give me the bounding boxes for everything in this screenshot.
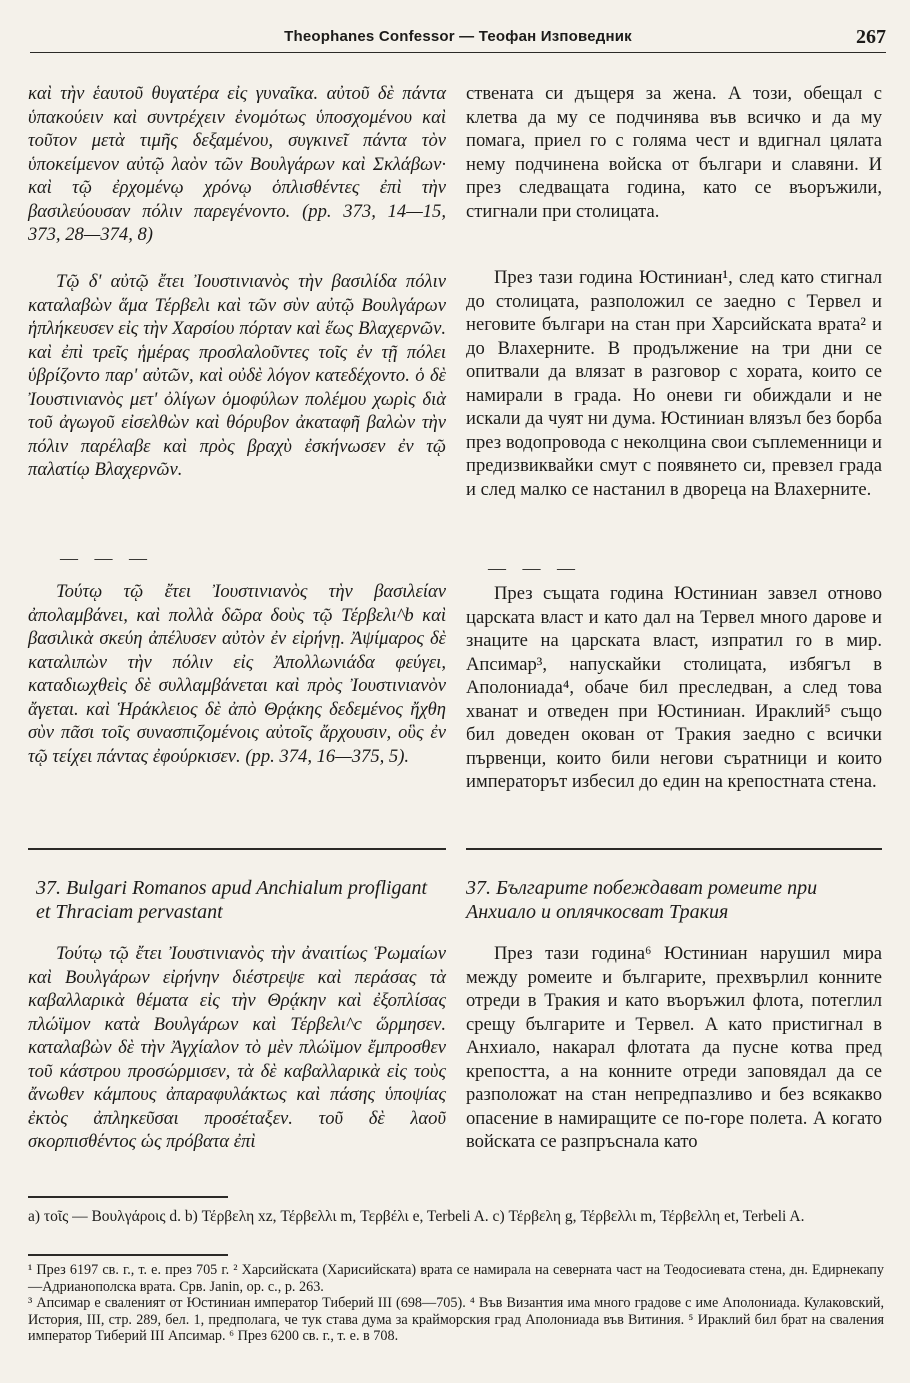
bulgarian-section-heading: 37. Българите побеждават ромеите при Анхиало и оплячкосват Тракия (466, 877, 818, 923)
bulgarian-section-divider: — — — (488, 558, 581, 578)
greek-paragraph-4: Τούτῳ τῷ ἔτει Ἰουστινιανὸς τὴν ἀναιτίως Ῥωμαίων καὶ Βουλγάρων εἰρήνην διέστρεψε καὶ περάσας τὰ καβαλλαρικὰ θέματα εἰς τὴν Θρᾴκην καὶ ἐξοπλίσας πλώϊμον κατὰ Βουλγάρων καὶ Τέρβελι^c ὥρμησεν. καταλαβὼν δὲ τὴν Ἀγχίαλον τὸ μὲν πλώϊμον ἔμπροσθεν τοῦ κάστρου προσώρμισεν, τὰ δὲ καβαλλαρικὰ εἰς τοὺς ἄνωθεν κάμπους ἀπαραφυλάκτως καὶ πάσης ὑποψίας ἐκτὸς ἀπληκεῦσαι προσέταξεν. τοῦ δὲ λαοῦ σκορπισθέντος ὡς πρόβατα ἐπὶ (28, 943, 446, 1152)
left-column-rule (28, 848, 446, 850)
greek-paragraph-1: καὶ τὴν ἑαυτοῦ θυγατέρα εἰς γυναῖκα. αὐτοῦ δὲ πάντα ὑπακούειν καὶ συντρέχειν ἐνομότως ὑποσχομένου καὶ τοῦτον μετὰ τιμῆς δεξαμένου, συγκινεῖ πάντα τὸν ὑποκείμενον αὐτῷ λαὸν τῶν Βουλγάρων καὶ Σκλάβων· καὶ τῷ ἐρχομένῳ χρόνῳ ὁπλισθέντες ἐπὶ τὴν βασιλεύουσαν πόλιν παρεγένοντο. (pp. 373, 14—15, 373, 28—374, 8) (28, 83, 446, 245)
latin-section-heading: 37. Bulgari Romanos apud Anchialum profligant et Thraciam pervastant (36, 877, 428, 923)
greek-text-block-2 (28, 270, 446, 482)
page-number: 267 (856, 26, 886, 48)
greek-paragraph-2: Τῷ δ' αὐτῷ ἔτει Ἰουστινιανὸς τὴν βασιλίδα πόλιν καταλαβὼν ἅμα Τέρβελι καὶ τῶν σὺν αὐτῷ Βουλγάρων ἡπλήκευσεν εἰς τὴν Χαρσίου πόρταν καὶ ἕως Βλαχερνῶν. καὶ ἐπὶ τρεῖς ἡμέρας προσλαλοῦντες τοῖς ἐν τῇ πόλει ὑβρίζοντο παρ' αὐτῶν, καὶ οὐδὲ λόγον κατεδέχοντο. ὁ δὲ Ἰουστινιανὸς μετ' ὀλίγων ὁμοφύλων πολέμου χωρὶς διὰ τοῦ ἀγωγοῦ εἰσελθὼν καὶ θόρυβον ἀκαταφῆ βαλὼν τὴν πόλιν παρέλαβε καὶ πρὸς βραχὺ ἐσκήνωσεν ἐν τῷ παλατίῳ Βλαχερνῶν. (28, 271, 446, 480)
bulgarian-paragraph-3: През същата година Юстиниан завзел отново царската власт и като дал на Тервел много дарове и знаците на царската власт, изпратил го в мир. Апсимар³, напускайки столицата, избягъл в Аполониада⁴, обаче бил преследван, а след това хванат и отведен при Юстиниан. Ираклий⁵ също бил доведен окован от Тракия заедно с всички първенци, които били негови сърaтници и които императорът избесил до един на крепостната стена. (466, 583, 882, 792)
bulgarian-text-block-3 (466, 582, 882, 794)
running-head: Theophanes Confessor — Теофан Изповедник (284, 28, 632, 45)
footnote-rule (28, 1254, 228, 1256)
greek-text-block-3 (28, 580, 446, 768)
apparatus-rule (28, 1196, 228, 1198)
bulgarian-text-block-2 (466, 266, 882, 501)
greek-section-divider: — — — (60, 548, 153, 568)
greek-text-block-1 (28, 82, 446, 247)
footnotes (28, 1262, 884, 1345)
bulgarian-paragraph-4: През тази година⁶ Юстиниан нарушил мира между ромеите и българите, прехвърлил конните отреди в Тракия и като въоръжил флота, потеглил срещу българите и Тервел. А като пристигнал в Анхиало, накарал флотата да пусне котва пред крепостта, а на конните отреди заповядал да се разположат на стан непредпазливо и без всякакво опасение в намиращите се по-горе полета. А когато войската се разпръснала като (466, 943, 882, 1152)
bulgarian-text-block-1 (466, 82, 882, 223)
right-column-rule (466, 848, 882, 850)
greek-text-block-4 (28, 942, 446, 1154)
page-header (30, 26, 886, 53)
footnote-line: ¹ През 6197 св. г., т. е. през 705 г. ² Харсийската (Харисийската) врата се намирала на северната част на Теодосиевата стена, дн. Едирнекапу—Адрианополска врата. Срв. Janin, op. c., p. 263. (28, 1262, 884, 1295)
critical-apparatus: a) τοῖς — Βουλγάροις d. b) Τέρβελη xz, Τέρβελλι m, Τερβέλι e, Terbeli A. c) Τέρβελη g, Τέρβελλι m, Τέρβελλη et, Terbeli A. (28, 1208, 805, 1225)
bulgarian-text-block-4 (466, 942, 882, 1154)
bulgarian-paragraph-1: ствената си дъщеря за жена. А този, обещал с клетва да му се подчинява във всичко и да му помага, приел го с голяма чест и вдигнал цялата нему подчинена войска от българи и славяни. И през следващата година, като се въоръжили, стигнали при столицата. (466, 83, 882, 222)
greek-paragraph-3: Τούτῳ τῷ ἔτει Ἰουστινιανὸς τὴν βασιλείαν ἀπολαμβάνει, καὶ πολλὰ δῶρα δοὺς τῷ Τέρβελι^b καὶ βασιλικὰ σκεύη ἀπέλυσεν αὐτὸν ἐν εἰρήνῃ. Ἀψίμαρος δὲ καταλιπὼν τὴν πόλιν εἰς Ἀπολλωνιάδα φεύγει, καταδιωχθεὶς δὲ συλλαμβάνεται καὶ πρὸς Ἰουστινιανὸν ἄγεται. καὶ Ἡράκλειος δὲ ἀπὸ Θρᾴκης δεδεμένος ἤχθη σὺν πᾶσι τοῖς συνασπιζομένοις αὐτοῖς ἄρχουσιν, οὓς ἐν τῷ τείχει πάντας ἐφούρκισεν. (pp. 374, 16—375, 5). (28, 581, 446, 767)
bulgarian-paragraph-2: През тази година Юстиниан¹, след като стигнал до столицата, разположил се заедно с Тервел и неговите българи на стан при Харсийската врата² и до Влахерните. В продължение на три дни се опитвали да влязат в разговор с хората, които се намирали в града. Но оневи ги обиждали и не искали да чуят ни дума. Юстиниан влязъл без борба през водопровода с неколцина свои съплеменници и предизвиквайки смут с появянето си, превзел града и след малко се настанил в двореца на Влахерните. (466, 267, 882, 500)
footnote-line: ³ Апсимар е свалeният от Юстиниан император Тиберий III (698—705). ⁴ Във Византия има много градове с име Аполониада. Кулаковский, История, III, стр. 289, бел. 1, предполага, че тук става дума за крайморския град Аполониада във Витиния. ⁵ Ираклий бил брат на сваления император Тиберий III Апсимар. ⁶ През 6200 св. г., т. е. в 708. (28, 1295, 884, 1345)
